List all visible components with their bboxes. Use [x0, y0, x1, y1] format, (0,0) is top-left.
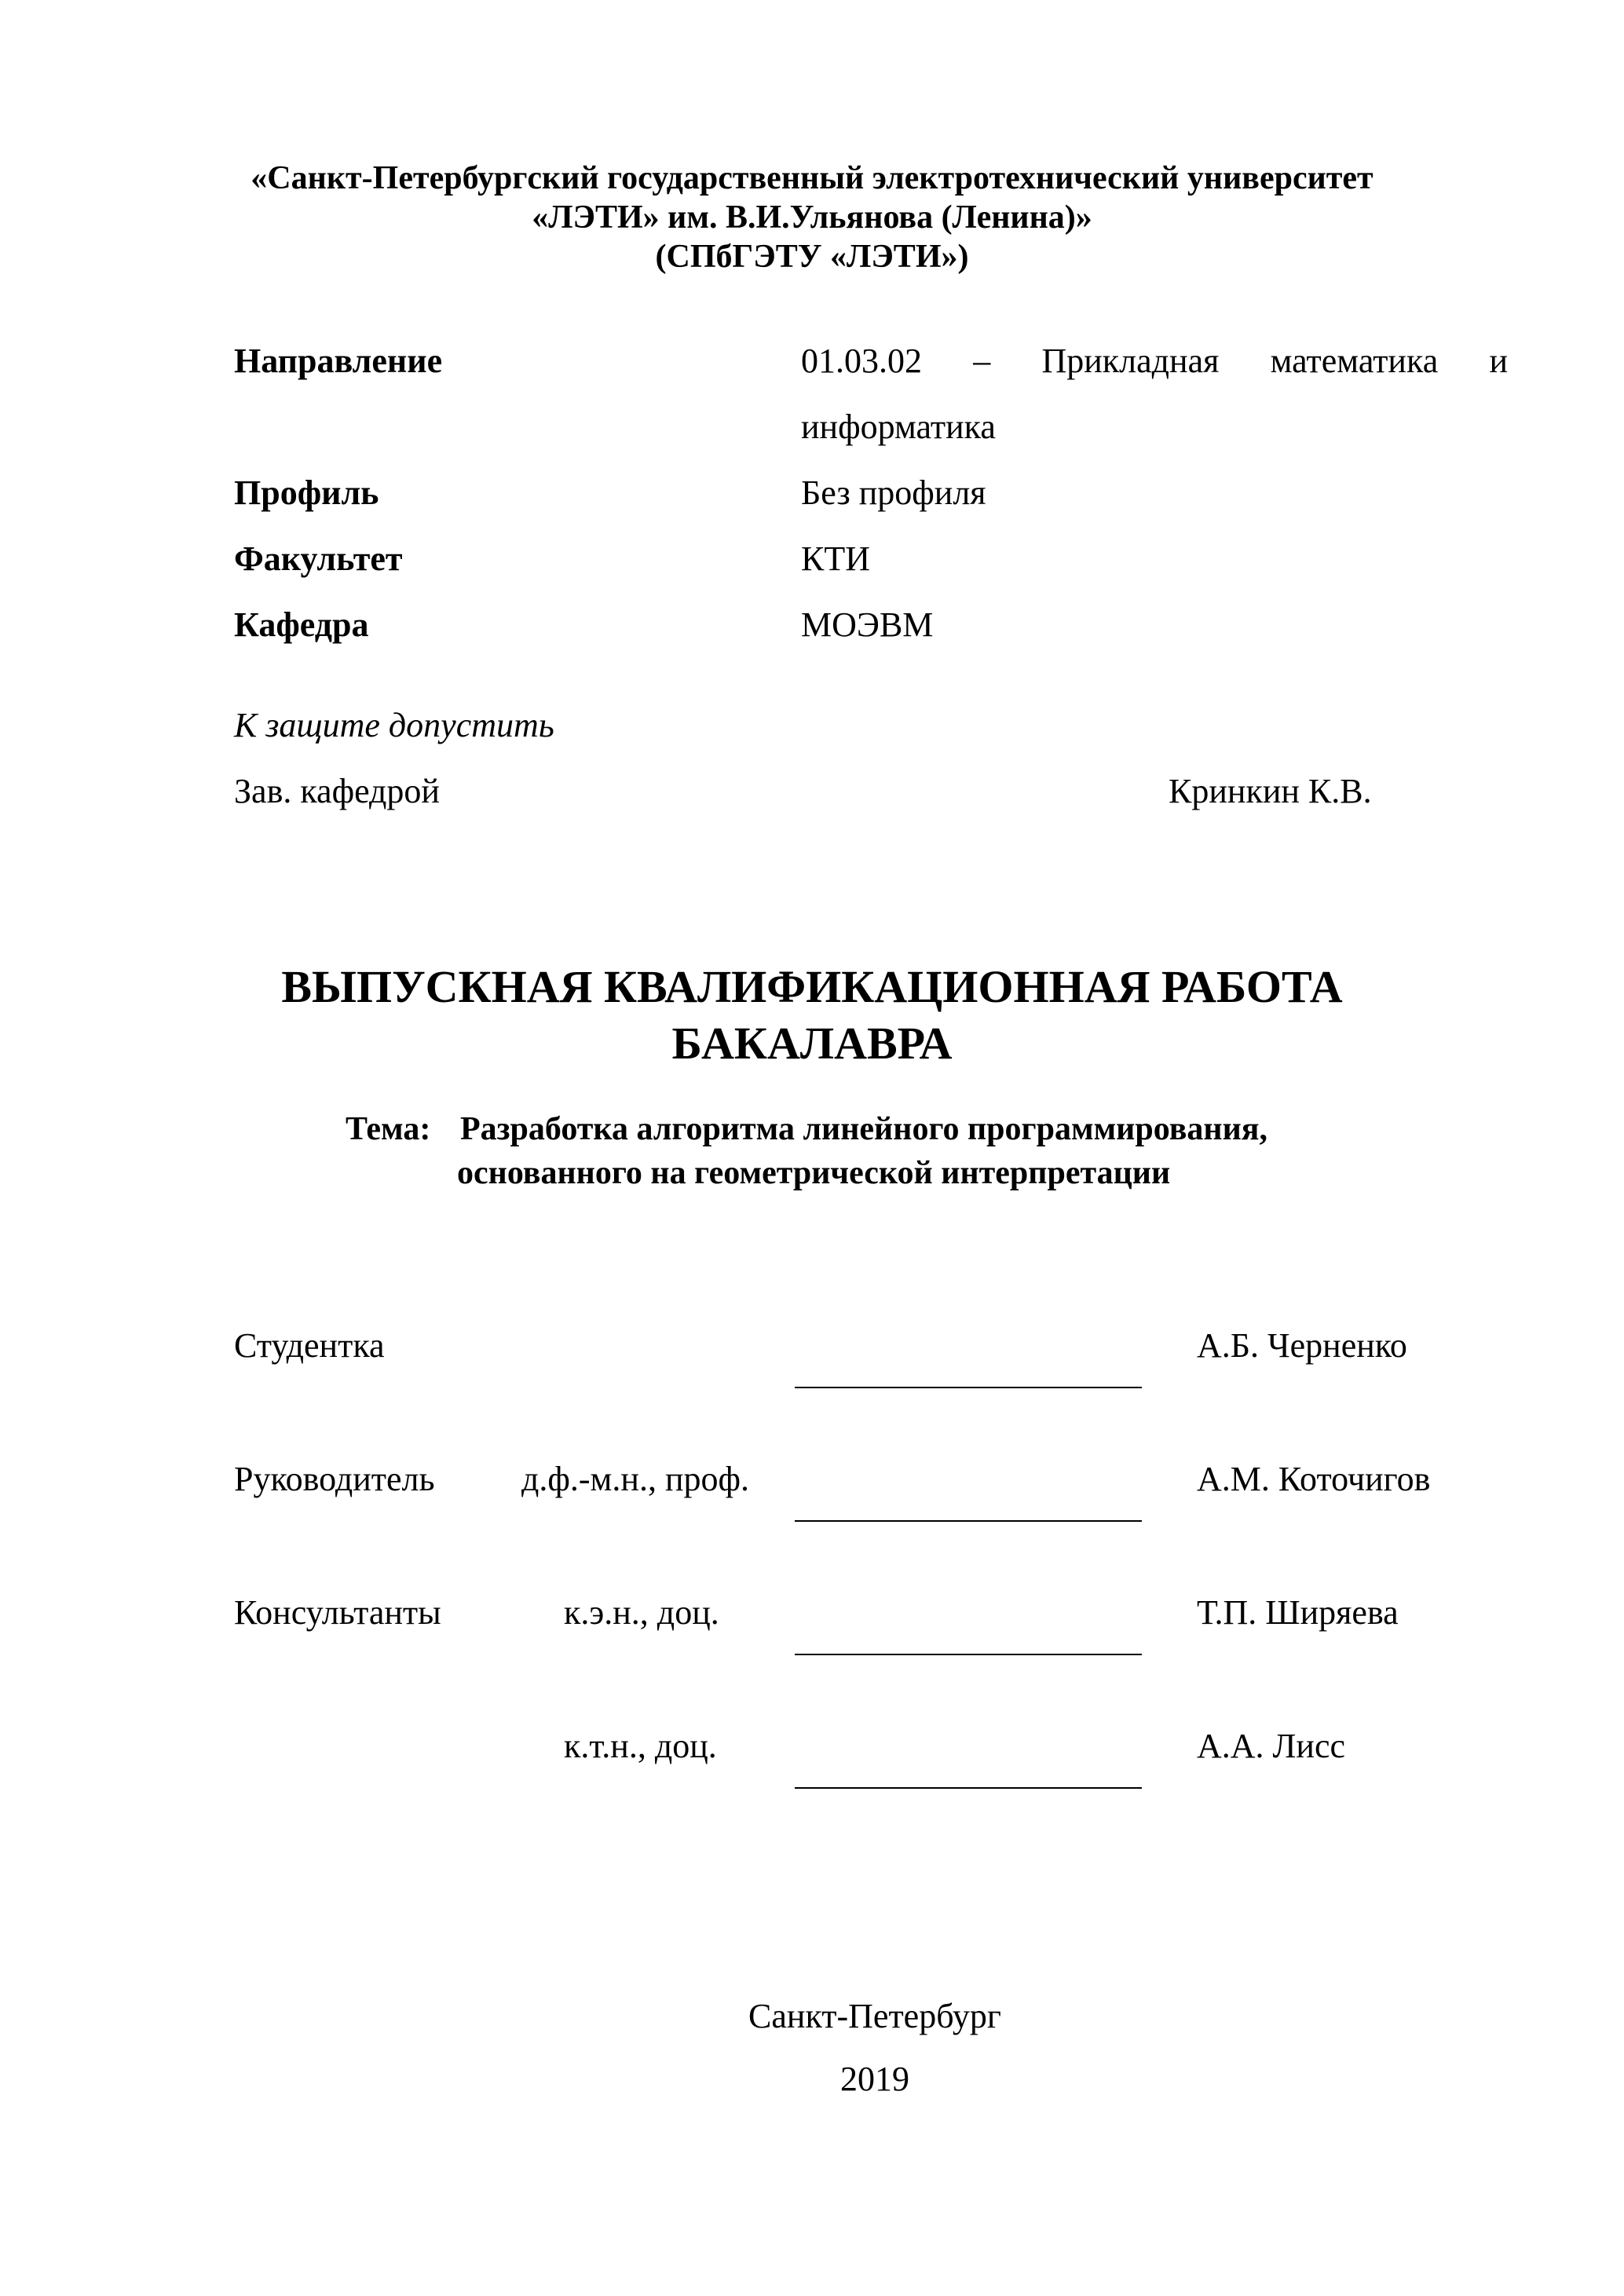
student-name: А.Б. Черненко [1197, 1326, 1407, 1365]
topic-line-2: основанного на геометрической интерпретации [457, 1155, 1171, 1191]
consultant-1-degree: к.э.н., доц. [564, 1593, 719, 1632]
faculty-label: Факультет [234, 539, 403, 578]
university-name-line-2: «ЛЭТИ» им. В.И.Ульянова (Ленина)» [532, 199, 1092, 236]
profile-value: Без профиля [801, 473, 986, 512]
consultant-1-name: Т.П. Ширяева [1197, 1593, 1399, 1632]
department-head-name: Кринкин К.В. [1169, 772, 1372, 810]
supervisor-degree: д.ф.-м.н., проф. [521, 1460, 749, 1498]
topic-label: Тема: [346, 1111, 431, 1147]
department-value: МОЭВМ [801, 605, 934, 644]
work-title-line-2: БАКАЛАВРА [671, 1018, 953, 1069]
department-label: Кафедра [234, 605, 369, 644]
direction-value-line-2: информатика [801, 408, 996, 446]
department-head-label: Зав. кафедрой [234, 772, 440, 810]
topic-line-1: Разработка алгоритма линейного программирования, [460, 1111, 1267, 1147]
footer-city: Санкт-Петербург [748, 1997, 1001, 2035]
direction-value-line-1: 01.03.02 – Прикладная математика и [801, 342, 1508, 380]
consultant-2-degree: к.т.н., доц. [564, 1727, 717, 1765]
faculty-value: КТИ [801, 539, 870, 578]
consultant-2-name: А.А. Лисс [1197, 1727, 1345, 1765]
student-role: Студентка [234, 1326, 385, 1365]
supervisor-name: А.М. Коточигов [1197, 1460, 1431, 1498]
profile-label: Профиль [234, 473, 379, 512]
supervisor-role: Руководитель [234, 1460, 435, 1498]
admission-caption: К защите допустить [234, 706, 554, 744]
footer-year: 2019 [840, 2060, 909, 2098]
university-name-line-1: «Санкт-Петербургский государственный электротехнический университет [251, 160, 1373, 196]
direction-label: Направление [234, 342, 443, 380]
work-title-line-1: ВЫПУСКНАЯ КВАЛИФИКАЦИОННАЯ РАБОТА [281, 961, 1343, 1012]
consultant-1-signature-line [795, 1654, 1142, 1655]
student-signature-line [795, 1387, 1142, 1388]
consultant-2-signature-line [795, 1787, 1142, 1789]
university-abbreviation: (СПбГЭТУ «ЛЭТИ») [655, 239, 969, 275]
supervisor-signature-line [795, 1520, 1142, 1522]
consultants-role: Консультанты [234, 1593, 441, 1632]
